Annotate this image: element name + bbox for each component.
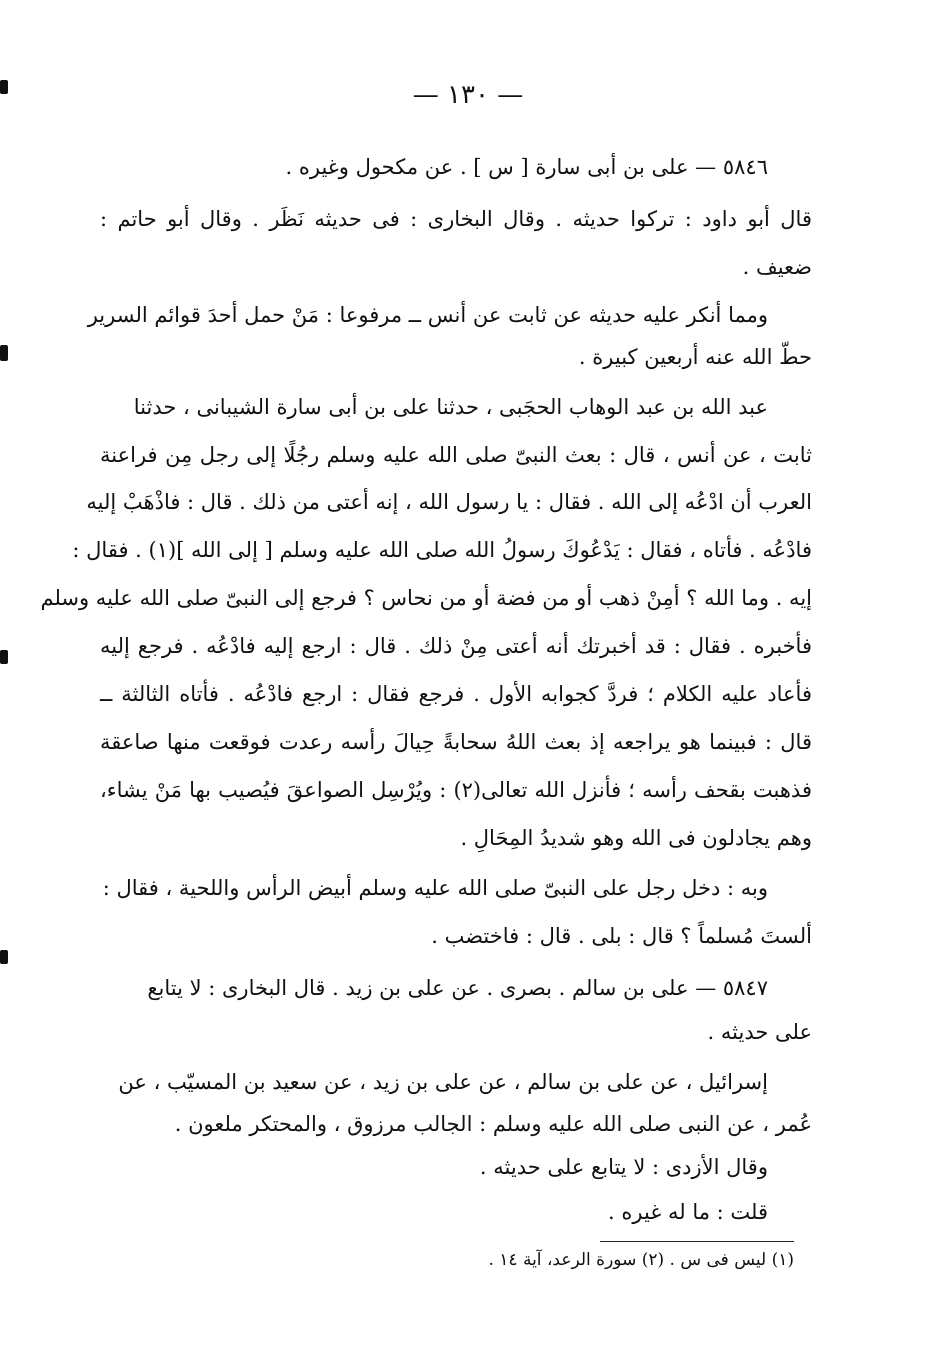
text-line: قال أبو داود : تركوا حديثه . وقال البخارى : فى حديثه نَظَر . وقال أبو حاتم : — [100, 207, 812, 231]
text-line: عبد الله بن عبد الوهاب الحجَبى ، حدثنا على بن أبى سارة الشيبانى ، حدثنا — [133, 395, 768, 419]
text-line: وهم يجادلون فى الله وهو شديدُ المِحَالِ . — [460, 826, 812, 850]
text-line: ضعيف . — [742, 255, 812, 279]
scan-margin-mark — [0, 345, 8, 361]
scan-margin-mark — [0, 80, 8, 94]
scan-margin-mark — [0, 950, 8, 964]
entry-heading-5846: ٥٨٤٦ — على بن أبى سارة [ س ] . عن مكحول وغيره . — [285, 155, 768, 179]
text-line: وبه : دخل رجل على النبىّ صلى الله عليه وسلم أبيض الرأس واللحية ، فقال : — [102, 876, 768, 900]
text-line: إسرائيل ، عن على بن سالم ، عن على بن زيد ، عن سعيد بن المسيّب ، عن — [118, 1070, 768, 1094]
text-line: فأعاد عليه الكلام ؛ فردَّ كجوابه الأول . فرجع فقال : ارجع فادْعُه . فأتاه الثالثة ــ — [100, 682, 812, 706]
text-line: حطّ الله عنه أربعين كبيرة . — [578, 345, 812, 369]
text-line: على حديثه . — [707, 1020, 812, 1044]
text-line: وقال الأزدى : لا يتابع على حديثه . — [479, 1155, 768, 1179]
page-number: — ١٣٠ — — [412, 80, 524, 110]
text-line: ألستَ مُسلماً ؟ قال : بلى . قال : فاختضب . — [431, 924, 812, 948]
text-line: إيه . وما الله ؟ أمِنْ ذهب أو من فضة أو من نحاس ؟ فرجع إلى النبىّ صلى الله عليه وسلم — [40, 586, 812, 610]
text-line: عُمر ، عن النبى صلى الله عليه وسلم : الجالب مرزوق ، والمحتكر ملعون . — [174, 1112, 812, 1136]
text-line: فأخبره . فقال : قد أخبرتك أنه أعتى مِنْ ذلك . قال : ارجع إليه فادْعُه . فرجع إليه — [100, 634, 812, 658]
text-line: فادْعُه . فأتاه ، فقال : يَدْعُوكَ رسولُ الله صلى الله عليه وسلم [ إلى الله ](١) . فقال : — [72, 538, 812, 562]
text-line: العرب أن ادْعُه إلى الله . فقال : يا رسول الله ، إنه أعتى من ذلك . قال : فاذْهَبْ إليه — [86, 490, 812, 514]
text-line: قلت : ما له غيره . — [608, 1200, 768, 1224]
scan-margin-mark — [0, 650, 8, 664]
footnote-divider — [600, 1241, 794, 1242]
text-line: ثابت ، عن أنس ، قال : بعث النبىّ صلى الله عليه وسلم رجُلًا إلى رجل مِن فراعنة — [100, 443, 812, 467]
entry-heading-5847: ٥٨٤٧ — على بن سالم . بصرى . عن على بن زيد . قال البخارى : لا يتابع — [147, 976, 768, 1000]
text-line: ومما أنكر عليه حديثه عن ثابت عن أنس ــ مرفوعا : مَنْ حمل أحدَ قوائم السرير — [87, 303, 768, 327]
text-line: قال : فبينما هو يراجعه إذ بعث اللهُ سحابةً حِيالَ رأسه رعدت فوقعت منها صاعقة — [100, 730, 812, 754]
footnotes: (١) ليس فى س . (٢) سورة الرعد، آية ١٤ . — [488, 1250, 794, 1270]
text-line: فذهبت بقحف رأسه ؛ فأنزل الله تعالى(٢) : ويُرْسِل الصواعقَ فيُصيب بها مَنْ يشاء، — [100, 778, 812, 802]
